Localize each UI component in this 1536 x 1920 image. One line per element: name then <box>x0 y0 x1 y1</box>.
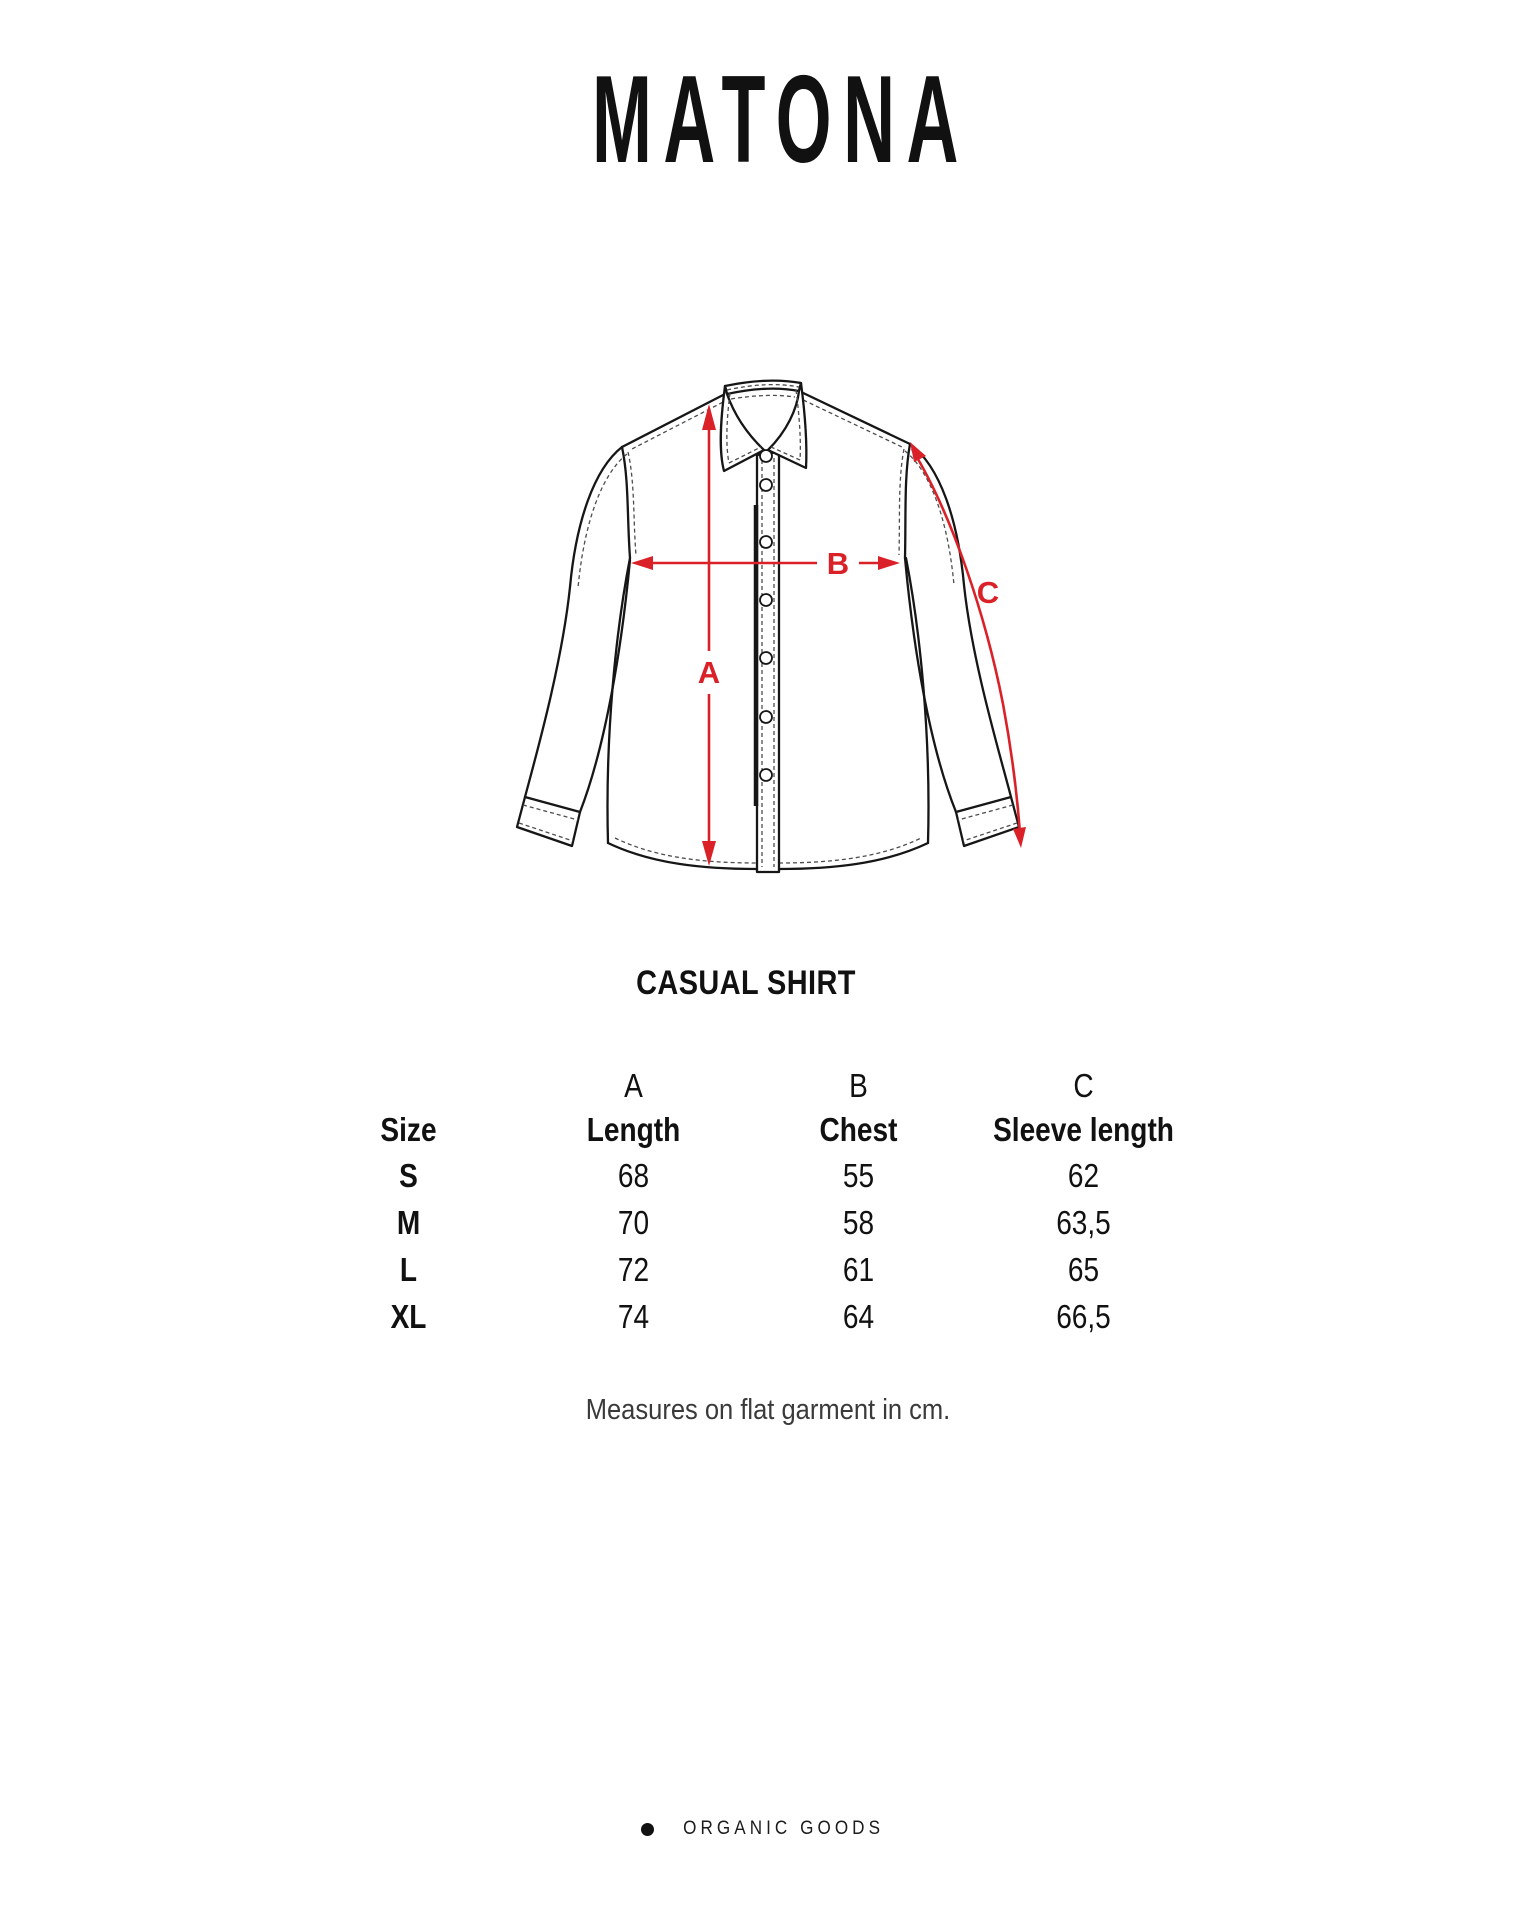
column-header-sleeve-length: Sleeve length <box>993 1111 1174 1148</box>
label-b: B <box>826 546 850 581</box>
size-label: S <box>399 1156 418 1194</box>
measure-arrow-lines <box>651 426 1020 844</box>
table-corner-cell <box>313 1064 504 1108</box>
measure-letter-a: A <box>624 1067 643 1104</box>
shirt-diagram <box>430 370 1110 915</box>
value-length: 70 <box>617 1203 650 1241</box>
measure-letter-b: B <box>849 1067 868 1104</box>
size-table <box>296 1064 1196 1340</box>
shirt-technical-drawing <box>430 370 1110 915</box>
column-header-length: Length <box>586 1111 681 1148</box>
column-header-size: Size <box>380 1111 437 1148</box>
value-length: 72 <box>617 1250 650 1288</box>
label-c: C <box>976 575 1000 610</box>
value-sleeve: 65 <box>1067 1250 1100 1288</box>
value-chest: 61 <box>842 1250 875 1288</box>
value-sleeve: 62 <box>1067 1156 1100 1194</box>
measure-labels <box>698 546 999 690</box>
value-sleeve: 63,5 <box>1056 1203 1111 1241</box>
right-sleeve <box>905 444 1019 846</box>
size-label: XL <box>390 1297 427 1335</box>
label-a: A <box>697 655 721 690</box>
brand-logo: MATONA <box>591 51 970 189</box>
value-chest: 55 <box>842 1156 875 1194</box>
measure-arrowheads <box>631 404 1026 866</box>
measure-letter-c: C <box>1073 1067 1094 1104</box>
product-title: CASUAL SHIRT <box>636 964 856 1002</box>
footer-tagline <box>0 1818 1536 1840</box>
left-sleeve <box>517 447 630 846</box>
footer-text: ORGANIC GOODS <box>683 1818 884 1839</box>
dot-icon <box>641 1823 654 1836</box>
value-length: 74 <box>617 1297 650 1335</box>
value-chest: 64 <box>842 1297 875 1335</box>
value-chest: 58 <box>842 1203 875 1241</box>
value-length: 68 <box>617 1156 650 1194</box>
column-header-chest: Chest <box>819 1111 898 1148</box>
value-sleeve: 66,5 <box>1056 1297 1111 1335</box>
size-label: L <box>399 1250 418 1288</box>
measurement-note: Measures on flat garment in cm. <box>585 1394 951 1426</box>
size-label: M <box>396 1203 421 1241</box>
